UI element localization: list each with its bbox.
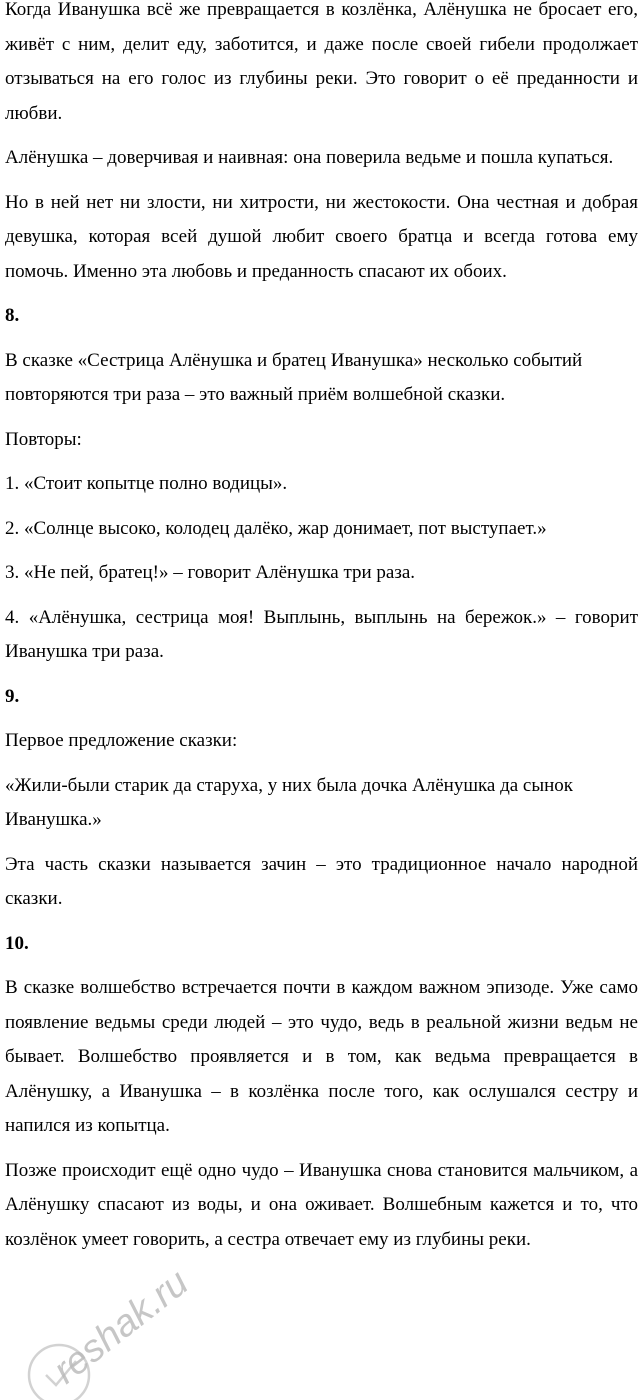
watermark-text: reshak.ru [45, 1261, 197, 1393]
paragraph: 1. «Стоит копытце полно водицы». [5, 473, 288, 494]
paragraph: Алёнушка – доверчивая и наивная: она поверила ведьме и пошла купаться. [5, 147, 614, 168]
section-number: 9. [5, 685, 20, 707]
paragraph: 2. «Солнце высоко, колодец далёко, жар донимает, пот выступает.» [5, 517, 547, 539]
document-body [5, 0, 638, 1267]
paragraph: 3. «Не пей, братец!» – говорит Алёнушка три раза. [5, 562, 416, 583]
paragraph: В сказке волшебство встречается почти в каждом важном эпизоде. Уже само появление ведьмы среди людей – это чудо, ведь в реальной жизни ведьм не бывает. Волшебство проявляется и в том, как ведьма превращается в Алёнушку, а Иванушка – в козлёнка после того, как ослушался сестру и напился из копытца. [5, 977, 638, 1136]
paragraph: Первое предложение сказки: [5, 730, 238, 751]
paragraph: Когда Иванушка всё же превращается в козлёнка, Алёнушка не бросает его, живёт с ним, делит еду, заботится, и даже после своей гибели продолжает отзываться на его голос из глубины реки. Это говорит о её преданности и любви. [5, 0, 638, 124]
paragraph: 4. «Алёнушка, сестрица моя! Выплынь, выплынь на бережок.» – говорит Иванушка три раза. [5, 606, 638, 662]
section-number: 8. [5, 305, 20, 326]
section-number: 10. [5, 932, 29, 954]
paragraph: «Жили-были старик да старуха, у них была дочка Алёнушка да сынок Иванушка.» [5, 774, 574, 830]
paragraph: Эта часть сказки называется зачин – это традиционное начало народной сказки. [5, 853, 638, 909]
paragraph: Повторы: [5, 428, 82, 450]
paragraph: Позже происходит ещё одно чудо – Иванушка снова становится мальчиком, а Алёнушку спасают из воды, и она оживает. Волшебным кажется и то, что козлёнок умеет говорить, а сестра отвечает ему из глубины реки. [5, 1159, 638, 1250]
paragraph: В сказке «Сестрица Алёнушка и братец Иванушка» несколько событий повторяются три раза – это важный приём волшебной сказки. [5, 349, 583, 405]
paragraph: Но в ней нет ни злости, ни хитрости, ни жестокости. Она честная и добрая девушка, которая всей душой любит своего братца и всегда готова ему помочь. Именно эта любовь и преданность спасают их обоих. [5, 191, 638, 282]
